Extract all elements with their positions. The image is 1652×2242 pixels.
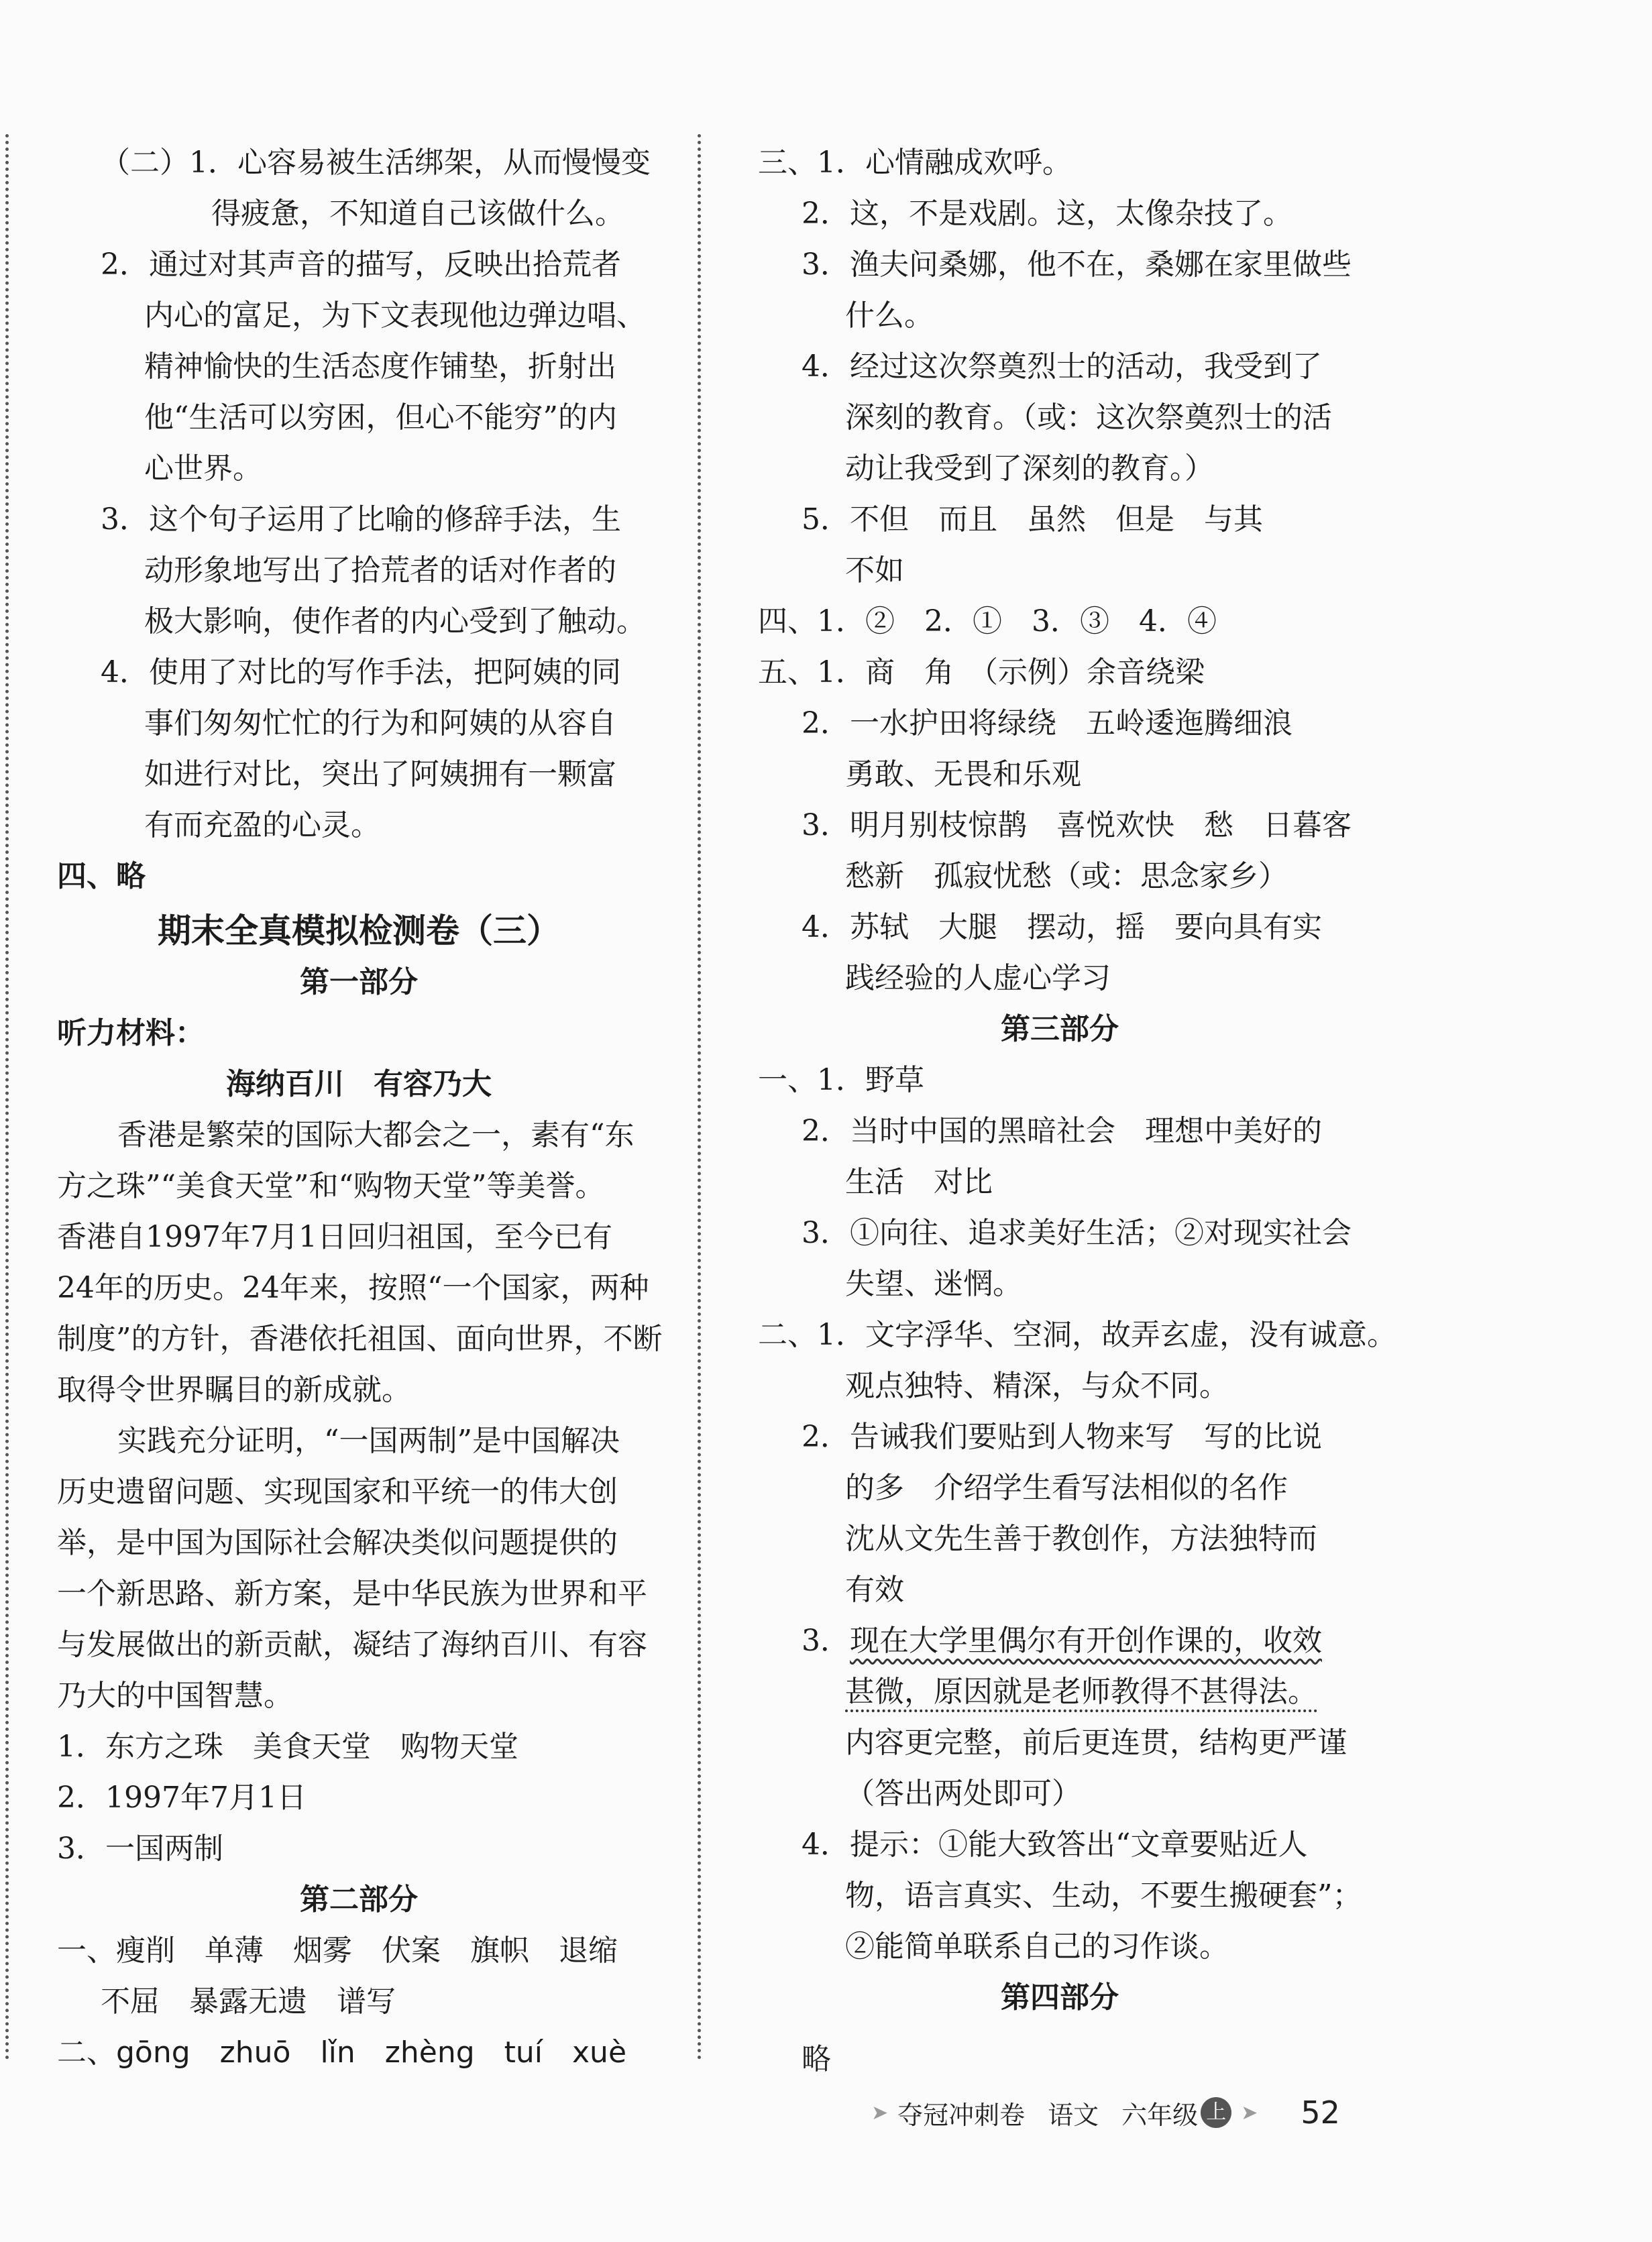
answer-line: 观点独特、精深，与众不同。 xyxy=(845,1369,1229,1403)
answer-line: 3．①向往、追求美好生活；②对现实社会 xyxy=(802,1216,1352,1250)
answer-line: 五、1．商 角 （示例）余音绕梁 xyxy=(758,655,1205,689)
answer-line: 不屈 暴露无遗 谱写 xyxy=(101,1984,396,2019)
listening-label: 听力材料： xyxy=(57,1016,205,1050)
passage-line: 香港自1997年7月1日回归祖国，至今已有 xyxy=(57,1220,612,1254)
answer-line: 2．一水护田将绿绕 五岭逶迤腾细浪 xyxy=(802,706,1292,740)
arrow-right-icon: ➤ xyxy=(1241,2100,1258,2125)
passage-line: 实践充分证明，“一国两制”是中国解决 xyxy=(117,1424,620,1458)
answer-line: 3．这个句子运用了比喻的修辞手法，生 xyxy=(101,502,621,537)
answer-line: 深刻的教育。（或：这次祭奠烈士的活 xyxy=(845,400,1332,435)
answer-line: （二）1．心容易被生活绑架，从而慢慢变 xyxy=(101,146,651,180)
passage-line: 取得令世界瞩目的新成就。 xyxy=(57,1373,411,1407)
series-name: 夺冠冲刺卷 xyxy=(897,2100,1026,2130)
answer-line xyxy=(845,1667,1317,1718)
answer-line: 3．渔夫问桑娜，他不在，桑娜在家里做些 xyxy=(802,247,1352,282)
answer-line: 2．告诫我们要贴到人物来写 写的比说 xyxy=(802,1420,1322,1454)
passage-line: 一个新思路、新方案，是中华民族为世界和平 xyxy=(57,1577,647,1611)
answer-line: 有效 xyxy=(845,1573,904,1607)
answer-line: 3．一国两制 xyxy=(57,1832,223,1866)
page-number: 52 xyxy=(1301,2094,1340,2131)
answer-line: 得疲惫，不知道自己该做什么。 xyxy=(211,197,624,231)
passage-line: 举，是中国为国际社会解决类似问题提供的 xyxy=(57,1526,618,1560)
answer-line: 什么。 xyxy=(845,298,934,333)
answer-line: 生活 对比 xyxy=(845,1165,993,1199)
answer-line: 内容更完整，前后更连贯，结构更严谨 xyxy=(845,1726,1347,1760)
answer-line: 极大影响，使作者的内心受到了触动。 xyxy=(144,604,646,638)
passage-line: 香港是繁荣的国际大都会之一，素有“东 xyxy=(117,1118,635,1152)
answer-line: 2．这，不是戏剧。这，太像杂技了。 xyxy=(802,197,1292,231)
passage-line: 乃大的中国智慧。 xyxy=(57,1679,293,1713)
answer-line: ②能简单联系自己的习作谈。 xyxy=(845,1929,1229,1964)
answer-line: 1．东方之珠 美食天堂 购物天堂 xyxy=(57,1730,518,1764)
volume-badge: 上 xyxy=(1201,2097,1231,2128)
answer-line: 不如 xyxy=(845,553,904,587)
answer-line: 2．1997年7月1日 xyxy=(57,1781,307,1815)
answer-line: 2．当时中国的黑暗社会 理想中美好的 xyxy=(802,1114,1322,1148)
column-divider-dotted-line xyxy=(698,134,701,2061)
answer-line: 失望、迷惘。 xyxy=(845,1267,1022,1301)
passage-line: 制度”的方针，香港依托祖国、面向世界，不断 xyxy=(57,1322,663,1356)
answer-line: 勇敢、无畏和乐观 xyxy=(845,757,1081,791)
answer-line: 4．提示：①能大致答出“文章要贴近人 xyxy=(802,1828,1308,1862)
answer-line: 的多 介绍学生看写法相似的名作 xyxy=(845,1471,1288,1505)
pinyin-line: 二、gōng zhuō lǐn zhèng tuí xuè xyxy=(57,2035,627,2070)
answer-line: 三、1．心情融成欢呼。 xyxy=(758,146,1072,180)
answer-line: 略 xyxy=(802,2042,831,2076)
answer-line: 4．经过这次祭奠烈士的活动，我受到了 xyxy=(802,349,1322,384)
dotted-underlined-sentence: 甚微，原因就是老师教得不甚得法。 xyxy=(845,1675,1317,1709)
answer-line: 动让我受到了深刻的教育。） xyxy=(845,451,1214,486)
answer-line: 事们匆匆忙忙的行为和阿姨的从容自 xyxy=(144,706,616,740)
left-margin-dotted-line xyxy=(5,134,9,2061)
page-footer xyxy=(862,2089,1340,2136)
answer-line: 3．明月别枝惊鹊 喜悦欢快 愁 日暮客 xyxy=(802,808,1352,842)
answer-line: 有而充盈的心灵。 xyxy=(144,808,380,842)
exam-title: 期末全真模拟检测卷（三） xyxy=(158,911,560,950)
passage-line: 与发展做出的新贡献，凝结了海纳百川、有容 xyxy=(57,1628,647,1662)
part-heading: 第二部分 xyxy=(300,1883,418,1917)
passage-line: 历史遗留问题、实现国家和平统一的伟大创 xyxy=(57,1475,618,1509)
answer-line: 精神愉快的生活态度作铺垫，折射出 xyxy=(144,349,616,384)
answer-line: 动形象地写出了拾荒者的话对作者的 xyxy=(144,553,616,587)
answer-line: 心世界。 xyxy=(144,451,262,486)
part-heading: 第一部分 xyxy=(300,965,418,999)
answer-line: 践经验的人虚心学习 xyxy=(845,961,1111,995)
subject-name: 语文 xyxy=(1048,2100,1099,2130)
answer-line: 物，语言真实、生动，不要生搬硬套”； xyxy=(845,1879,1362,1913)
answer-line: 2．通过对其声音的描写，反映出拾荒者 xyxy=(101,247,621,282)
answer-line: 一、瘦削 单薄 烟雾 伏案 旗帜 退缩 xyxy=(57,1933,618,1968)
grade-name: 六年级 xyxy=(1121,2100,1199,2130)
wavy-underlined-sentence: 现在大学里偶尔有开创作课的，收效 xyxy=(850,1624,1322,1658)
section-label: 四、略 xyxy=(57,859,146,893)
answer-line: 愁新 孤寂忧愁（或：思念家乡） xyxy=(845,859,1288,893)
arrow-right-icon: ➤ xyxy=(871,2100,889,2125)
answer-line: 5．不但 而且 虽然 但是 与其 xyxy=(802,502,1263,537)
answer-line: （答出两处即可） xyxy=(845,1777,1081,1811)
item-number: 3． xyxy=(802,1624,850,1658)
answer-line: 四、1．② 2．① 3．③ 4．④ xyxy=(758,604,1217,638)
answer-line: 他“生活可以穷困，但心不能穷”的内 xyxy=(144,400,617,435)
passage-title: 海纳百川 有容乃大 xyxy=(226,1067,492,1101)
part-heading: 第四部分 xyxy=(1001,1980,1119,2015)
answer-line: 4．苏轼 大腿 摆动，摇 要向具有实 xyxy=(802,910,1322,944)
answer-line: 沈从文先生善于教创作，方法独特而 xyxy=(845,1522,1317,1556)
answer-line: 如进行对比，突出了阿姨拥有一颗富 xyxy=(144,757,616,791)
answer-line: 内心的富足，为下文表现他边弹边唱、 xyxy=(144,298,646,333)
answer-line: 二、1．文字浮华、空洞，故弄玄虚，没有诚意。 xyxy=(758,1318,1396,1352)
answer-line xyxy=(802,1616,1322,1667)
answer-line: 4．使用了对比的写作手法，把阿姨的同 xyxy=(101,655,621,689)
passage-line: 24年的历史。24年来，按照“一个国家，两种 xyxy=(57,1271,649,1305)
passage-line: 方之珠”“美食天堂”和“购物天堂”等美誉。 xyxy=(57,1169,605,1203)
answer-line: 一、1．野草 xyxy=(758,1063,924,1097)
part-heading: 第三部分 xyxy=(1001,1012,1119,1046)
